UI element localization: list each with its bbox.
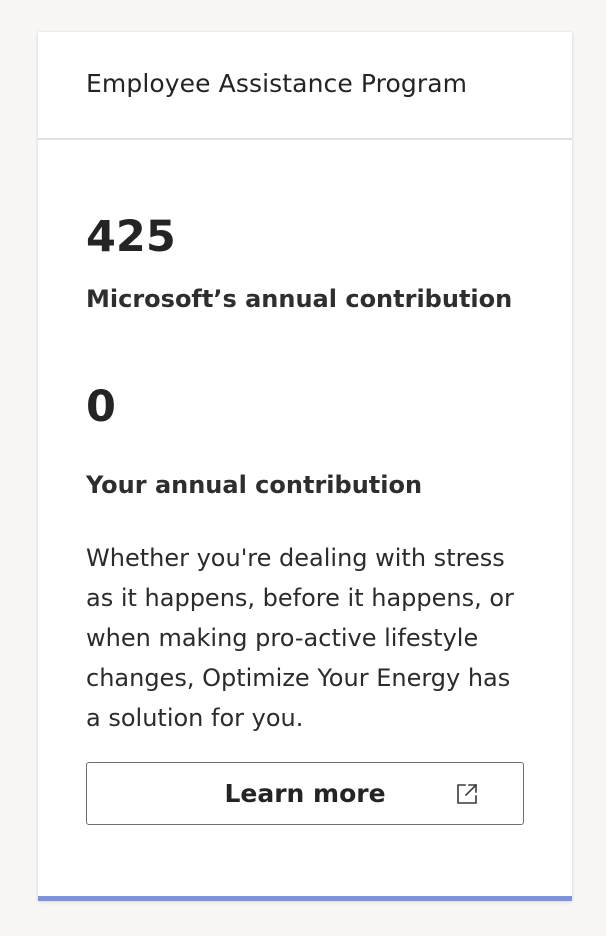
benefit-card [38, 32, 572, 901]
employer-contribution-label: Microsoft’s annual contribution [86, 285, 513, 313]
employer-contribution-value: 425 [86, 212, 176, 262]
card-header [38, 32, 572, 140]
card-title: Employee Assistance Program [86, 68, 468, 98]
employee-contribution-value: 0 [86, 381, 116, 432]
card-accent-bar [38, 896, 572, 901]
learn-more-label: Learn more [224, 778, 386, 808]
program-description: Whether you're dealing with stress as it happens, before it happens, or when making pro-active lifestyle changes, Optimize Your Energy has a solution for you. [86, 543, 514, 732]
external-link-icon [455, 782, 479, 806]
employee-contribution-label: Your annual contribution [86, 470, 423, 499]
learn-more-button[interactable] [86, 762, 524, 825]
card-body [38, 212, 572, 825]
